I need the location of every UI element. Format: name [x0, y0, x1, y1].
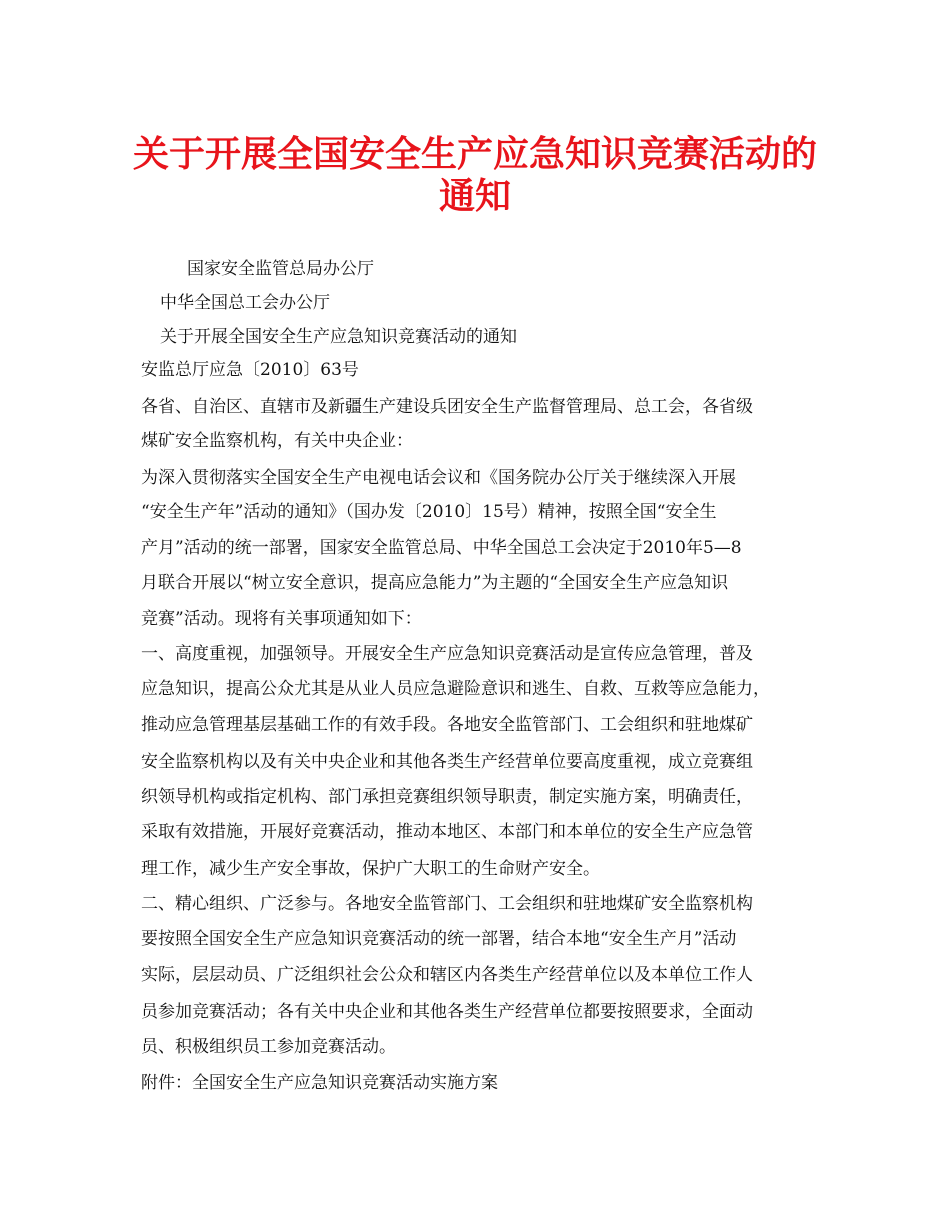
addressee-line-2: 煤矿安全监察机构，有关中央企业： — [141, 431, 413, 451]
issuer-line-2: 中华全国总工会办公厅 — [160, 293, 330, 313]
intro-line-3: 产月”活动的统一部署，国家安全监管总局、中华全国总工会决定于2010年5—8 — [141, 538, 742, 558]
document-title-line-1: 关于开展全国安全生产应急知识竞赛活动的 — [132, 133, 817, 175]
section1-line-6: 采取有效措施，开展好竞赛活动，推动本地区、本部门和本单位的安全生产应急管 — [141, 822, 753, 842]
section1-line-5: 织领导机构或指定机构、部门承担竞赛组织领导职责，制定实施方案，明确责任， — [141, 787, 753, 807]
section1-line-1: 一、高度重视，加强领导。开展安全生产应急知识竞赛活动是宣传应急管理，普及 — [141, 644, 753, 664]
issuer-line-1: 国家安全监管总局办公厅 — [187, 259, 374, 279]
intro-line-4: 月联合开展以“树立安全意识，提高应急能力”为主题的“全国安全生产应急知识 — [141, 573, 729, 593]
section1-line-2: 应急知识，提高公众尤其是从业人员应急避险意识和逃生、自救、互救等应急能力， — [141, 679, 770, 699]
attachment-line: 附件：全国安全生产应急知识竞赛活动实施方案 — [141, 1073, 498, 1093]
intro-line-2: “安全生产年”活动的通知》（国办发〔2010〕15号）精神，按照全国“安全生 — [141, 502, 717, 522]
notice-subject-line: 关于开展全国安全生产应急知识竞赛活动的通知 — [160, 327, 517, 347]
intro-line-1: 为深入贯彻落实全国安全生产电视电话会议和《国务院办公厅关于继续深入开展 — [141, 468, 736, 488]
section1-line-3: 推动应急管理基层基础工作的有效手段。各地安全监管部门、工会组织和驻地煤矿 — [141, 715, 753, 735]
section2-line-3: 实际，层层动员、广泛组织社会公众和辖区内各类生产经营单位以及本单位工作人 — [141, 965, 753, 985]
section2-line-5: 员、积极组织员工参加竞赛活动。 — [141, 1037, 396, 1057]
document-number: 安监总厅应急〔2010〕63号 — [141, 360, 359, 380]
addressee-line-1: 各省、自治区、直辖市及新疆生产建设兵团安全生产监督管理局、总工会，各省级 — [141, 397, 753, 417]
section2-line-2: 要按照全国安全生产应急知识竞赛活动的统一部署，结合本地“安全生产月”活动 — [141, 929, 737, 949]
section2-line-4: 员参加竞赛活动；各有关中央企业和其他各类生产经营单位都要按照要求，全面动 — [141, 1002, 753, 1022]
section2-line-1: 二、精心组织、广泛参与。各地安全监管部门、工会组织和驻地煤矿安全监察机构 — [141, 894, 753, 914]
document-title-line-2: 通知 — [438, 175, 511, 217]
section1-line-7: 理工作，减少生产安全事故，保护广大职工的生命财产安全。 — [141, 859, 600, 879]
intro-line-5: 竞赛”活动。现将有关事项通知如下： — [141, 609, 422, 629]
section1-line-4: 安全监察机构以及有关中央企业和其他各类生产经营单位要高度重视，成立竞赛组 — [141, 752, 753, 772]
